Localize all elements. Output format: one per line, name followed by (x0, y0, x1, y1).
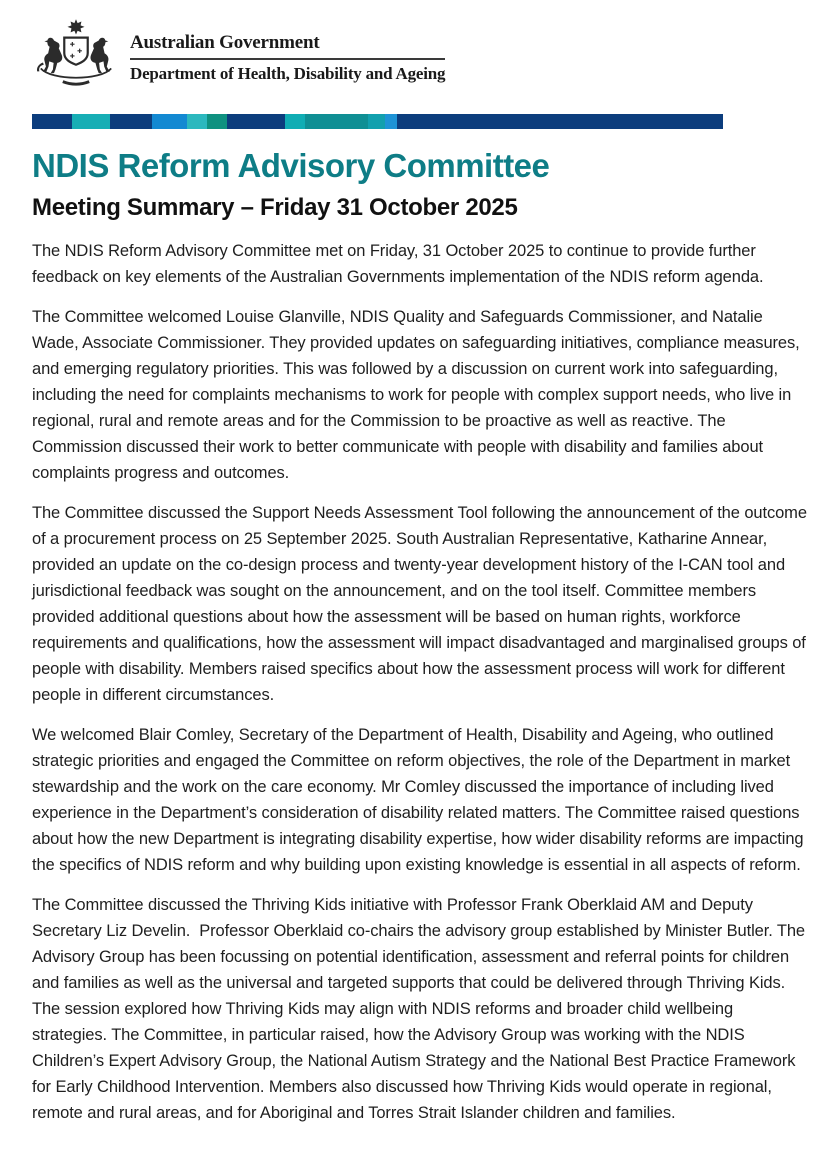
banner-segment (397, 114, 723, 129)
paragraph-assessment-tool: The Committee discussed the Support Needs Assessment Tool following the announcement of the outcome of a procurement process on 25 September 2025. South Australian Representative, Katharine Annear, provided an update on the co-design process and twenty-year development history of the I-CAN tool and jurisdictional feedback was sought on the announcement, and on the tool itself. Committee members provided additional questions about how the assessment will be based on human rights, workforce requirements and qualifications, how the assessment will impact disadvantaged and marginalised groups of people with disability. Members raised specifics about how the assessment process will work for different people in different circumstances. (32, 503, 812, 704)
banner-segment (72, 114, 110, 129)
meeting-summary-subtitle: Meeting Summary – Friday 31 October 2025 (32, 193, 518, 221)
banner-segment (32, 114, 72, 129)
paragraph-safeguards-commission: The Committee welcomed Louise Glanville, NDIS Quality and Safeguards Commissioner, and Natalie Wade, Associate Commissioner. They provided updates on safeguarding initiatives, compliance measures, and emerging regulatory priorities. This was followed by a discussion on current work into safeguarding, including the need for complaints mechanisms to work for people with complex support needs, who live in regional, rural and remote areas and for the Commission to be proactive as well as reactive. The Commission discussed their work to better communicate with people with disability and families about complaints progress and outcomes. (32, 307, 805, 482)
coat-of-arms-icon (32, 15, 120, 91)
banner-segment (385, 114, 397, 129)
government-title: Australian Government (130, 32, 320, 53)
paragraph-intro: The NDIS Reform Advisory Committee met on Friday, 31 October 2025 to continue to provide further feedback on key elements of the Australian Governments implementation of the NDIS reform agenda. (32, 241, 764, 286)
banner-segment (227, 114, 285, 129)
department-title: Department of Health, Disability and Ageing (130, 64, 446, 83)
star-icon (67, 19, 84, 34)
banner-segment (305, 114, 368, 129)
banner-segment (152, 114, 187, 129)
banner-segment (207, 114, 227, 129)
banner-segment (368, 114, 385, 129)
banner-segment (285, 114, 305, 129)
letterhead (32, 15, 810, 91)
scroll-icon (63, 82, 89, 85)
banner-segment (110, 114, 152, 129)
paragraph-secretary-visit: We welcomed Blair Comley, Secretary of the Department of Health, Disability and Ageing, who outlined strategic priorities and engaged the Committee on reform objectives, the role of the Department in market stewardship and the work on the care economy. Mr Comley discussed the importance of including lived experience in the Department’s consideration of disability related matters. The Committee raised questions about how the new Department is integrating disability expertise, how wider disability reforms are impacting the specifics of NDIS reform and why building upon existing knowledge is essential in all aspects of reform. (32, 725, 808, 874)
page-title: NDIS Reform Advisory Committee (32, 147, 550, 184)
emu-icon (90, 38, 109, 73)
shield-icon (64, 38, 87, 65)
decorative-banner (32, 114, 723, 129)
paragraph-thriving-kids: The Committee discussed the Thriving Kids initiative with Professor Frank Oberklaid AM and Deputy Secretary Liz Develin. Professor Oberklaid co-chairs the advisory group established by Minister Butler. The Advisory Group has been focussing on potential identification, assessment and referral points for children and families as well as the universal and targeted supports that could be delivered through Thriving Kids. The session explored how Thriving Kids may align with NDIS reforms and broader child wellbeing strategies. The Committee, in particular raised, how the Advisory Group was working with the NDIS Children’s Expert Advisory Group, the National Autism Strategy and the National Best Practice Framework for Early Childhood Intervention. Members also discussed how Thriving Kids would operate in regional, remote and rural areas, and for Aboriginal and Torres Strait Islander children and families. (32, 895, 809, 1122)
letterhead-lockup (130, 15, 445, 84)
kangaroo-icon (43, 38, 62, 73)
lockup-divider (130, 58, 445, 60)
banner-segment (187, 114, 207, 129)
summary-body (32, 238, 810, 1126)
